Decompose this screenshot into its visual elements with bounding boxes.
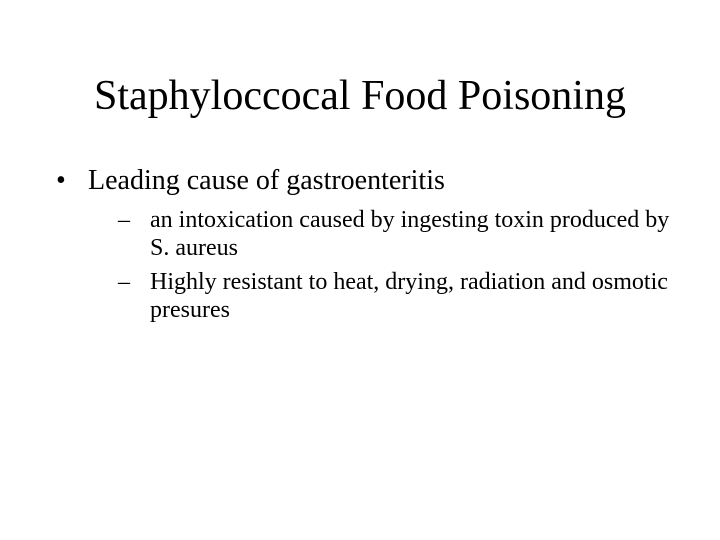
sub-bullet-item [118,206,676,262]
bullet-text: Leading cause of gastroenteritis [88,165,445,196]
bullet-item [56,162,676,324]
sub-bullet-marker: – [118,269,130,295]
bullet-list [56,162,676,330]
sub-bullet-text: Highly resistant to heat, drying, radiation and osmotic presures [150,269,668,323]
sub-bullet-text: an intoxication caused by ingesting toxin produced by S. aureus [150,207,670,261]
sub-bullet-list [88,206,676,324]
slide-title: Staphyloccocal Food Poisoning [94,73,626,119]
sub-bullet-marker: – [118,207,130,233]
sub-bullet-item [118,268,676,324]
bullet-marker: • [56,165,66,196]
